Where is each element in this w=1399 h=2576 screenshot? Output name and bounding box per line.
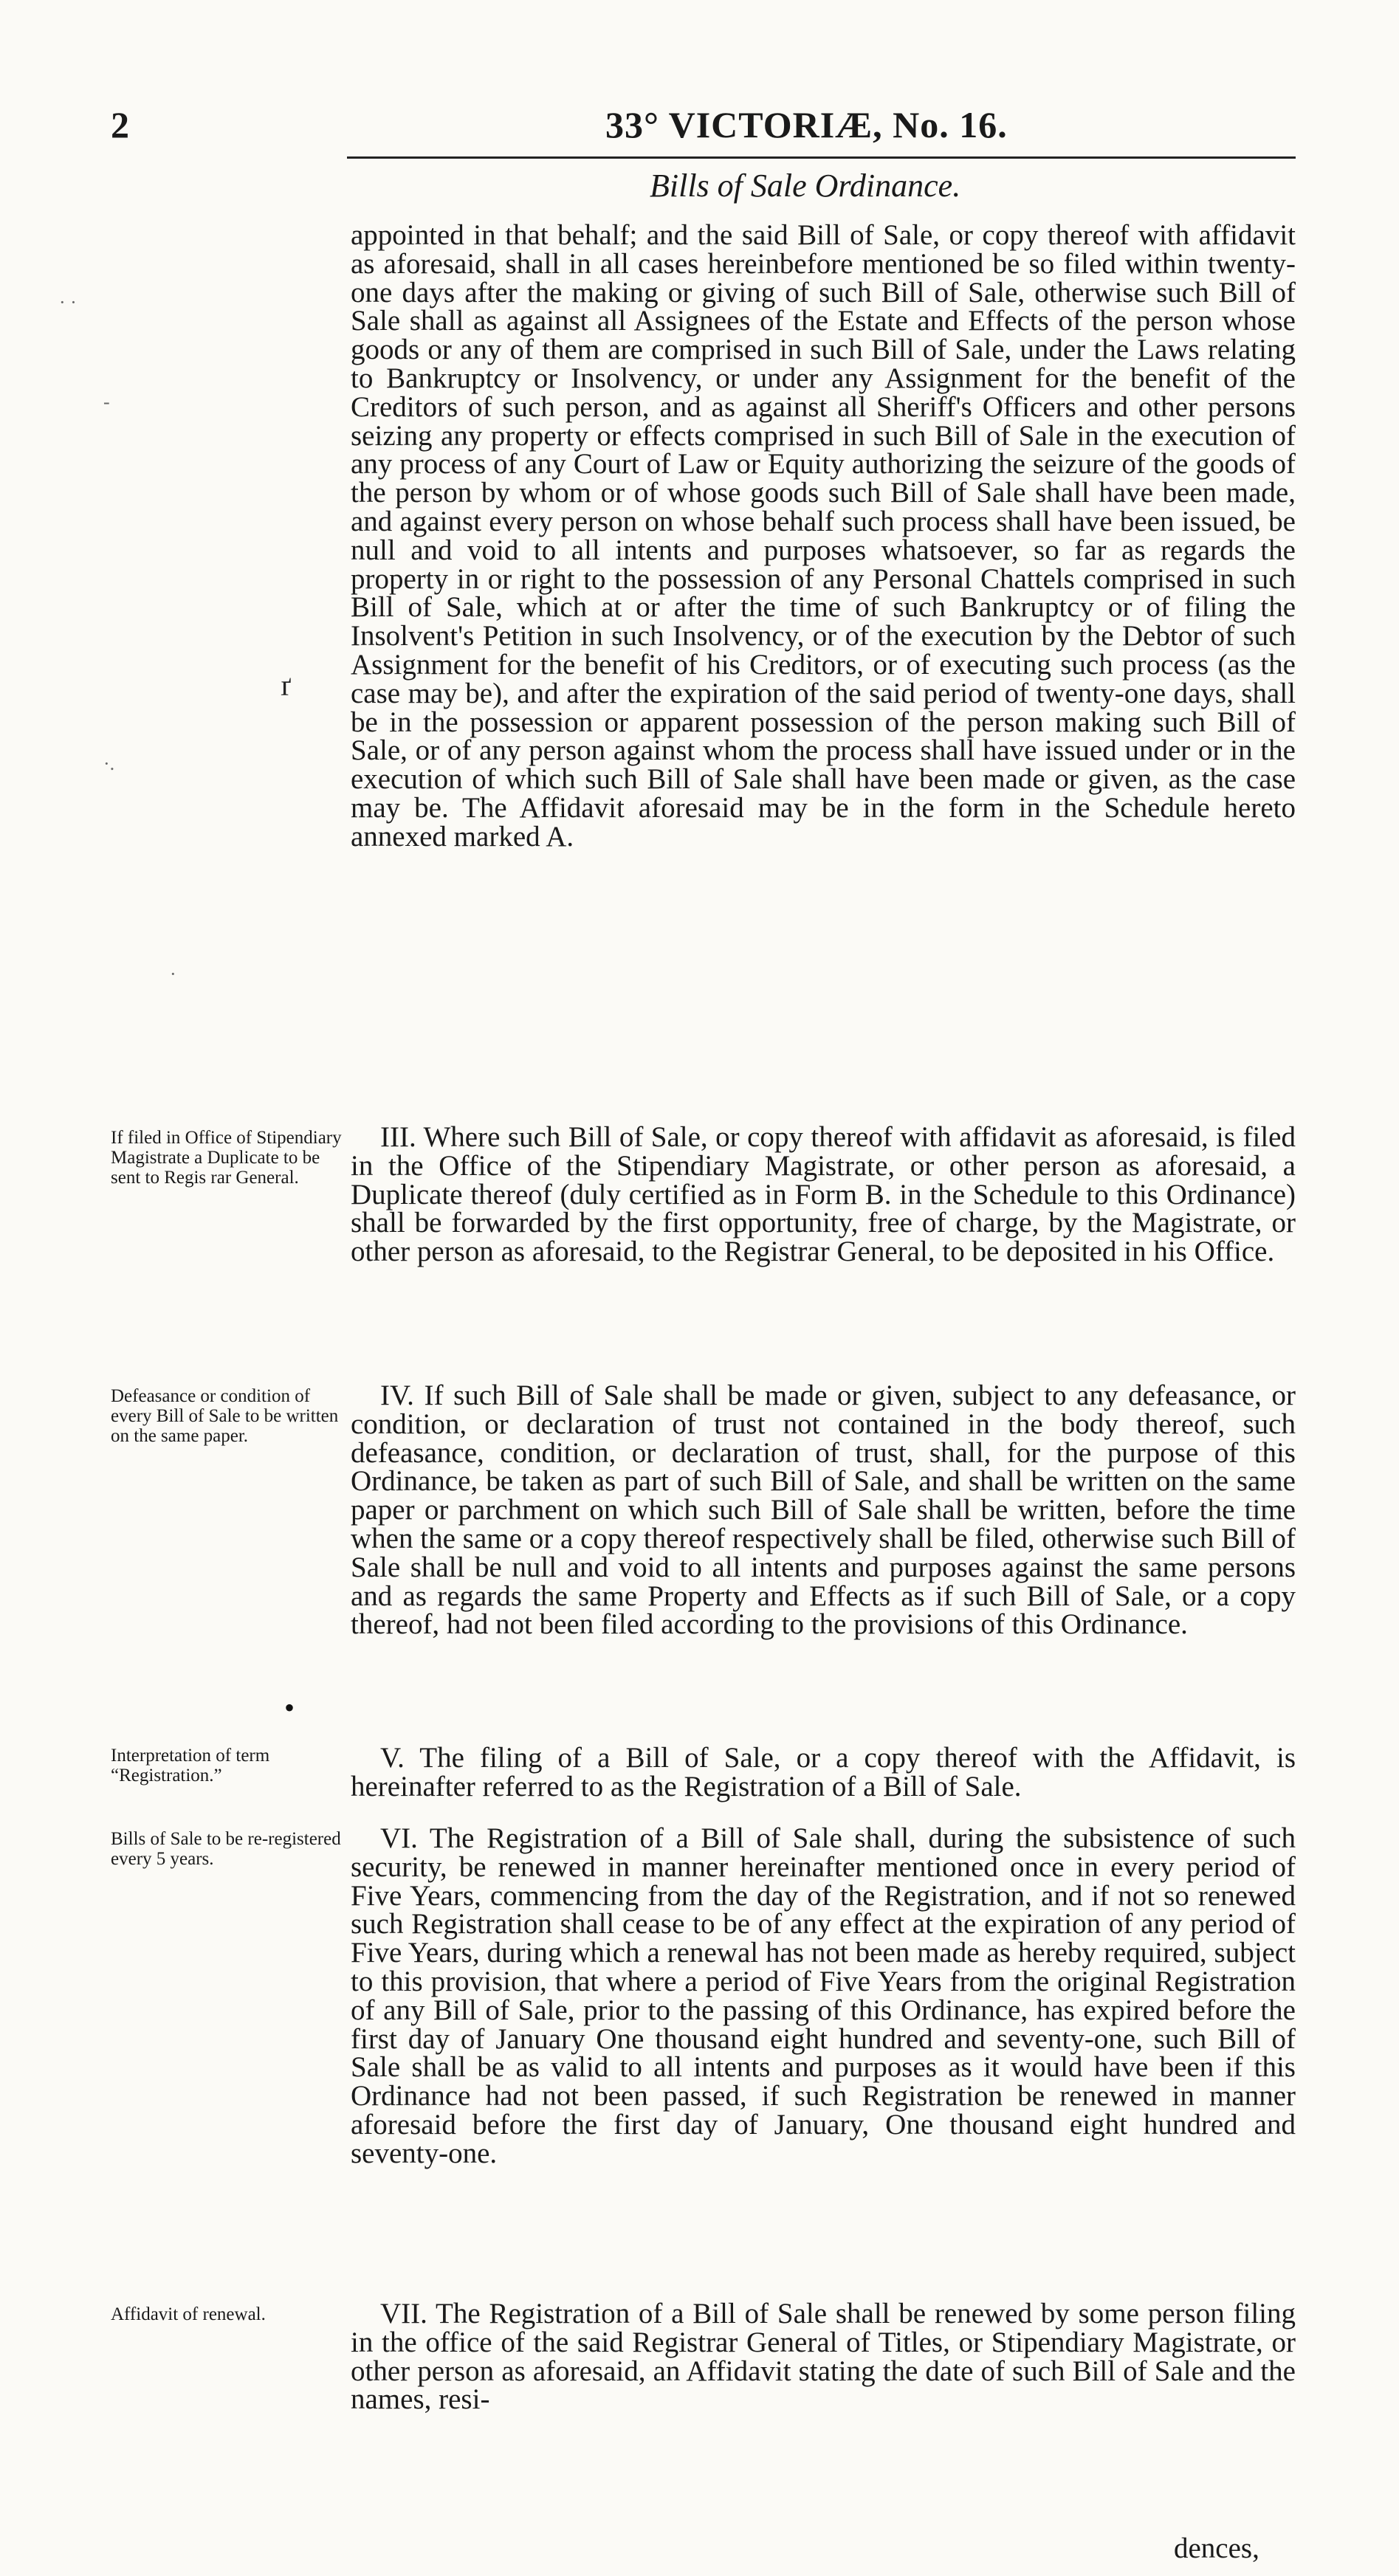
section-text: Where such Bill of Sale, or copy thereof with affidavit as aforesaid, is filed in the Office of the Stipendiary Magistrate, or other person as aforesaid, a Duplicate thereof (duly certified as in Form B. in the Schedule to this Ordinance) shall be forwarded by the first opportunity, free of charge, by the Magistrate, or other person as aforesaid, to the Registrar General, to be deposited in his Office. — [351, 1121, 1296, 1268]
margin-note-section-5: Interpretation of term “Registration.” — [111, 1746, 270, 1785]
section-number: VI. — [380, 1822, 418, 1854]
header-rule — [347, 156, 1296, 159]
section-6 — [351, 1822, 1296, 2169]
margin-note-section-3: If filed in Office of Stipendiary Magistrate a Duplicate to be sent to Regis rar General. — [111, 1128, 342, 1188]
section-number: V. — [380, 1742, 405, 1774]
section-4 — [351, 1382, 1296, 1639]
section-text: The Registration of a Bill of Sale shall be renewed by some person filing in the office of the said Registrar General of Titles, or Stipendiary Magistrate, or other person as aforesaid, an Affidavit stating the date of such Bill of Sale and the names, resi- — [351, 2298, 1296, 2416]
margin-note-section-7: Affidavit of renewal. — [111, 2304, 266, 2324]
section-text: If such Bill of Sale shall be made or given, subject to any defeasance, or condition, or declaration of trust not contained in the body thereof, such defeasance, condition, or declaration of trust, shall, for the purpose of this Ordinance, be taken as part of such Bill of Sale, and shall be written on the same paper or parchment on which such Bill of Sale shall be written, before the time when the same or a copy thereof respectively shall be filed, otherwise such Bill of Sale shall be null and void to all intents and purposes against the same persons and as regards the same Property and Effects as if such Bill of Sale, or a copy thereof, had not been filed according to the provisions of this Ordinance. — [351, 1380, 1296, 1641]
running-title: 33° VICTORIÆ, No. 16. — [605, 104, 1008, 145]
margin-note-section-6: Bills of Sale to be re-registered every 5 years. — [111, 1829, 341, 1869]
scan-speck: • — [284, 1691, 295, 1724]
section-text: The Registration of a Bill of Sale shall, during the subsistence of such security, be renewed in manner hereinafter mentioned once in every period of Five Years, commencing from the day of the Registration, and if not so renewed such Registration shall cease to be of any effect at the expiration of any period of Five Years, during which a renewal has not been made as hereby required, subject to this provision, that where a period of Five Years from the original Registration of any Bill of Sale, prior to the passing of this Ordinance, has expired before the first day of January One thousand eight hundred and seventy-one, such Bill of Sale shall be as valid to all intents and purposes as it would have been if this Ordinance had not been passed, if such Registration be renewed in manner aforesaid before the first day of January, One thousand eight hundred and seventy-one. — [351, 1822, 1296, 2169]
scan-speck: · — [170, 963, 176, 985]
section-number: IV. — [380, 1380, 414, 1411]
margin-note-section-4: Defeasance or condition of every Bill of Sale to be written on the same paper. — [111, 1386, 339, 1446]
section-5 — [351, 1744, 1296, 1802]
section-7 — [351, 2300, 1296, 2414]
ordinance-subtitle: Bills of Sale Ordinance. — [650, 168, 961, 204]
page-number: 2 — [111, 104, 129, 145]
section-3 — [351, 1123, 1296, 1267]
continuation-paragraph-block — [351, 221, 1296, 852]
section-number: III. — [380, 1121, 416, 1153]
continuation-paragraph: appointed in that behalf; and the said Bill of Sale, or copy thereof with affidavit as aforesaid, shall in all cases hereinbefore mentioned be so filed within twenty-one days after the making or giving of such Bill of Sale, otherwise such Bill of Sale shall as against all Assignees of the Estate and Effects of the person whose goods or any of them are comprised in such Bill of Sale, under the Laws relating to Bankruptcy or Insolvency, or under any Assignment for the benefit of the Creditors of such person, and as against all Sheriff's Officers and other persons seizing any property or effects comprised in such Bill of Sale in the execution of any process of any Court of Law or Equity authorizing the seizure of the goods of the person by whom or of whose goods such Bill of Sale shall have been made, and against every person on whose behalf such process shall have been issued, be null and void to all intents and purposes whatsoever, so far as regards the property in or right to the possession of any Personal Chattels comprised in such Bill of Sale, which at or after the time of such Bankruptcy or of filing the Insolvent's Petition in such Insolvency, or of the execution by the Debtor of such Assignment for the benefit of his Creditors, or of executing such process (as the case may be), and after the expiration of the said period of twenty-one days, shall be in the possession or apparent possession of the person making such Bill of Sale, or of any person against whom the process shall have issued under or in the execution of which such Bill of Sale shall have been made or given, as the case may be. The Affidavit aforesaid may be in the form in the Schedule hereto annexed marked A. — [351, 219, 1296, 853]
scan-speck: - — [103, 391, 110, 413]
scan-speck: ґ — [281, 669, 292, 702]
section-text: The filing of a Bill of Sale, or a copy thereof with the Affidavit, is hereinafter referred to as the Registration of a Bill of Sale. — [351, 1742, 1296, 1802]
scan-speck: ·. — [103, 753, 115, 774]
section-number: VII. — [380, 2298, 427, 2329]
scan-speck: · · — [59, 292, 77, 313]
catchword: dences, — [1174, 2532, 1259, 2564]
